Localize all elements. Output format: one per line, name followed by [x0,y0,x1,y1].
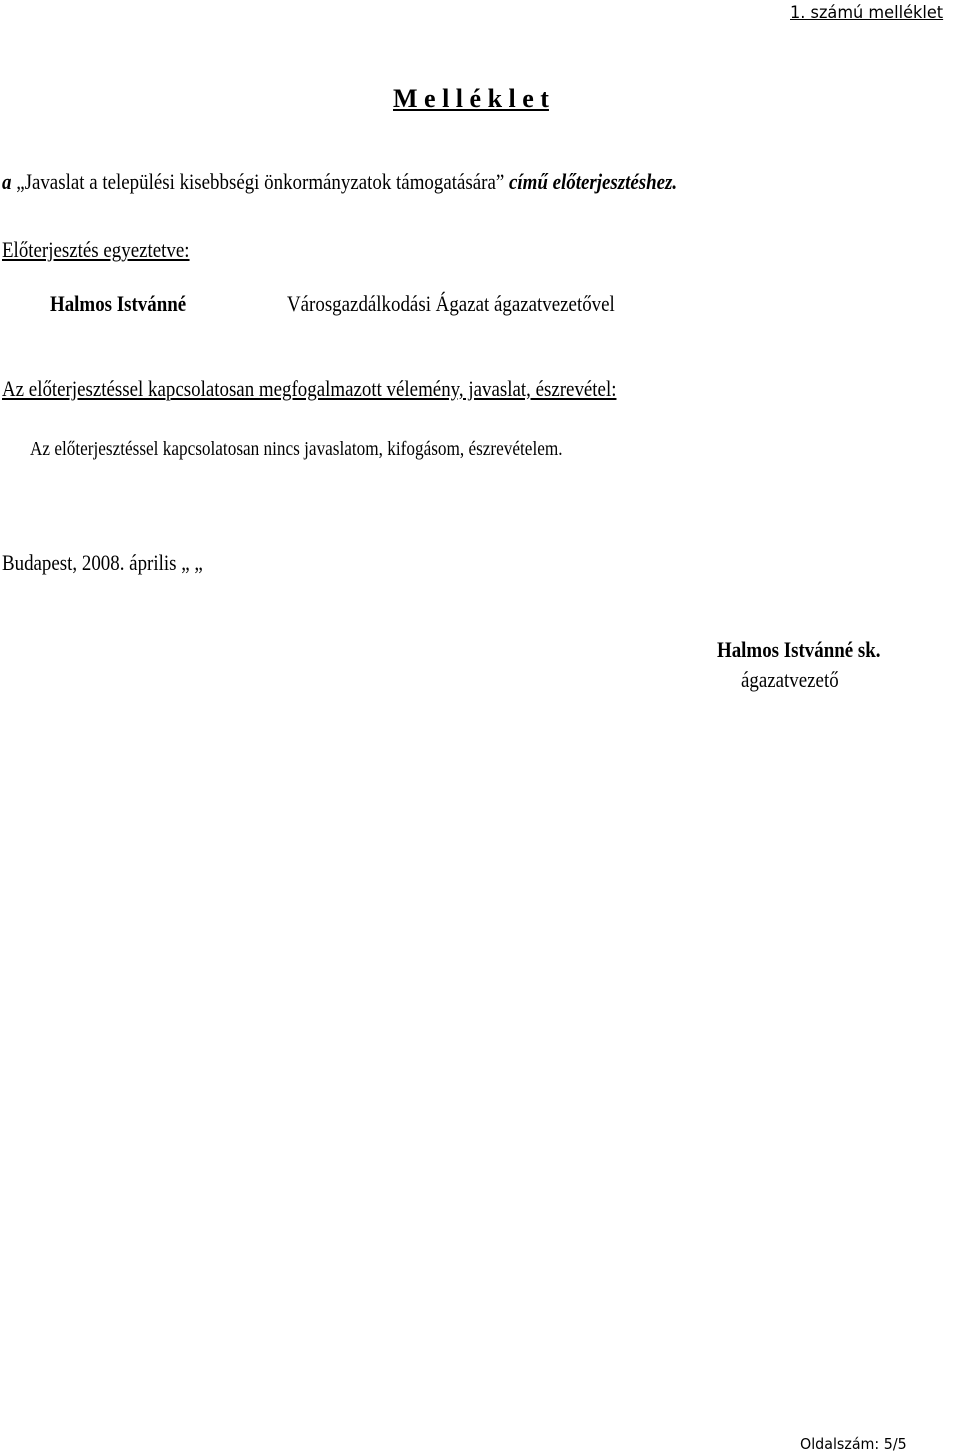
agreement-role: Városgazdálkodási Ágazat ágazatvezetővel [287,291,615,316]
subtitle [2,169,677,195]
opinion-heading: Az előterjesztéssel kapcsolatosan megfogalmazott vélemény, javaslat, észrevétel: [2,376,617,401]
subtitle-prefix: a [2,169,12,194]
place-date: Budapest, 2008. április „ „ [2,550,203,575]
signature-title: ágazatvezető [741,667,839,692]
subtitle-quoted: „Javaslat a települési kisebbségi önkormányzatok támogatására” [16,169,505,194]
attachment-label: 1. számú melléklet [790,3,944,23]
page-number: Oldalszám: 5/5 [800,1435,907,1453]
opinion-text: Az előterjesztéssel kapcsolatosan nincs javaslatom, kifogásom, észrevételem. [30,438,563,460]
signature-name: Halmos Istvánné sk. [717,637,881,662]
page-title: M e l l é k l e t [393,84,549,113]
agreement-label: Előterjesztés egyeztetve: [2,237,190,262]
agreement-person: Halmos Istvánné [50,291,187,316]
subtitle-suffix: című előterjesztéshez. [508,169,678,194]
